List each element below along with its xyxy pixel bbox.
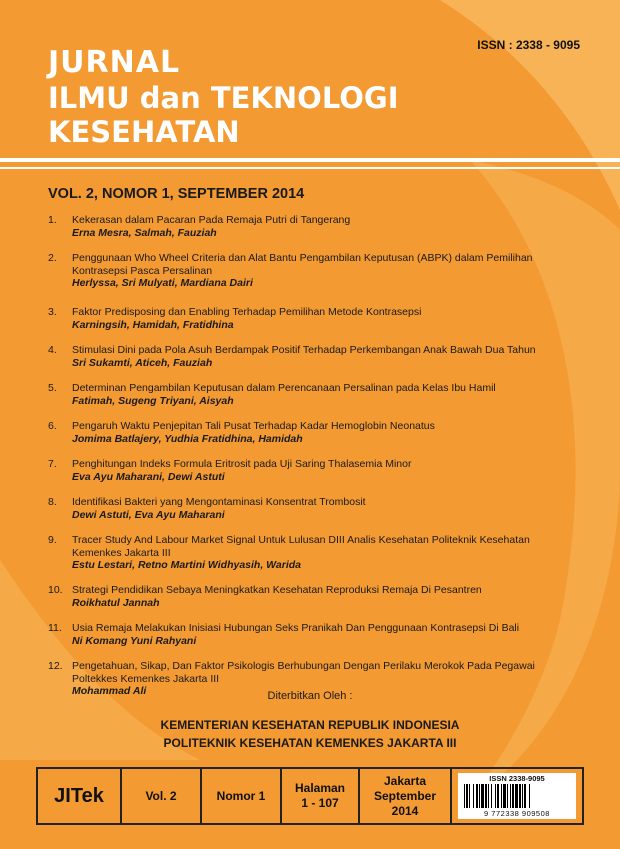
article-item xyxy=(48,344,578,382)
article-number: 6. xyxy=(48,420,57,432)
article-number: 4. xyxy=(48,344,57,356)
article-authors: Roikhatul Jannah xyxy=(72,596,160,609)
article-number: 2. xyxy=(48,252,57,264)
article-item xyxy=(48,622,578,660)
article-item xyxy=(48,534,578,584)
article-authors: Ni Komang Yuni Rahyani xyxy=(72,634,197,647)
barcode-bar xyxy=(479,784,480,808)
article-item xyxy=(48,584,578,622)
barcode-bars xyxy=(464,784,570,808)
article-item xyxy=(48,382,578,420)
article-number: 10. xyxy=(48,584,63,596)
footer-place-date xyxy=(360,769,452,823)
issn-label: ISSN : 2338 - 9095 xyxy=(477,38,580,52)
publisher-polytechnic: POLITEKNIK KESEHATAN KEMENKES JAKARTA III xyxy=(163,736,457,750)
article-authors: Fatimah, Sugeng Triyani, Aisyah xyxy=(72,394,234,407)
barcode-bar xyxy=(515,784,518,808)
journal-title-line3: KESEHATAN xyxy=(48,115,240,149)
barcode-bar xyxy=(476,784,478,808)
publisher-ministry: KEMENTERIAN KESEHATAN REPUBLIK INDONESIA xyxy=(160,718,460,732)
footer-month: September xyxy=(373,788,437,803)
article-title: Pengetahuan, Sikap, Dan Faktor Psikologis Berhubungan Dengan Perilaku Merokok Pada Pegawai Poltekkes Kemenkes Jakarta III xyxy=(72,660,535,685)
journal-title-line1: JURNAL xyxy=(48,45,181,80)
article-title: Faktor Predisposing dan Enabling Terhadap Pemilihan Metode Kontrasepsi xyxy=(72,306,422,318)
article-title: Strategi Pendidikan Sebaya Meningkatkan Kesehatan Reproduksi Remaja Di Pesantren xyxy=(72,584,482,596)
barcode xyxy=(458,773,576,819)
article-number: 5. xyxy=(48,382,57,394)
article-item xyxy=(48,306,578,344)
footer-year: 2014 xyxy=(391,803,419,818)
journal-abbrev: JITek xyxy=(38,769,122,823)
barcode-issn: ISSN 2338-9095 xyxy=(489,774,545,783)
article-number: 12. xyxy=(48,660,63,672)
article-authors: Erna Mesra, Salmah, Fauziah xyxy=(72,226,217,239)
footer-info-table xyxy=(36,767,584,825)
barcode-bar xyxy=(510,784,511,808)
barcode-bar xyxy=(497,784,499,808)
volume-line: VOL. 2, NOMOR 1, SEPTEMBER 2014 xyxy=(48,186,305,202)
pages-label: Halaman xyxy=(294,781,346,795)
article-authors: Sri Sukamti, Aticeh, Fauziah xyxy=(72,356,213,369)
barcode-number: 9 772338 909508 xyxy=(484,809,550,818)
article-number: 8. xyxy=(48,496,57,508)
article-number: 11. xyxy=(48,622,62,634)
article-title: Identifikasi Bakteri yang Mengontaminasi Konsentrat Trombosit xyxy=(72,496,366,508)
article-authors: Eva Ayu Maharani, Dewi Astuti xyxy=(72,470,225,483)
barcode-bar xyxy=(519,784,521,808)
footer-pages xyxy=(282,769,360,823)
journal-title-line2: ILMU dan TEKNOLOGI xyxy=(48,81,399,115)
barcode-bar xyxy=(488,784,489,808)
article-item xyxy=(48,214,578,252)
article-title: Usia Remaja Melakukan Inisiasi Hubungan Seks Pranikah Dan Penggunaan Kontrasepsi Di Bali xyxy=(72,622,520,634)
footer-city: Jakarta xyxy=(383,773,427,788)
article-number: 7. xyxy=(48,458,57,470)
barcode-bar xyxy=(491,784,492,808)
article-number: 9. xyxy=(48,534,57,546)
barcode-bar xyxy=(503,784,506,808)
article-number: 1. xyxy=(48,214,57,226)
barcode-bar xyxy=(512,784,514,808)
barcode-bar xyxy=(507,784,508,808)
barcode-bar xyxy=(495,784,496,808)
barcode-bar xyxy=(469,784,470,808)
article-authors: Jomima Batlajery, Yudhia Fratidhina, Hamidah xyxy=(72,432,303,445)
published-by-label: Diterbitkan Oleh : xyxy=(267,690,353,702)
footer-volume: Vol. 2 xyxy=(122,769,202,823)
barcode-bar xyxy=(473,784,474,808)
barcode-bar xyxy=(485,784,487,808)
white-stripe-2 xyxy=(0,167,620,169)
article-authors: Mohammad Ali xyxy=(72,685,147,697)
article-title: Stimulasi Dini pada Pola Asuh Berdampak Positif Terhadap Perkembangan Anak Bawah Dua Tahun xyxy=(72,344,536,356)
article-title: Kekerasan dalam Pacaran Pada Remaja Putri di Tangerang xyxy=(72,214,351,226)
article-title: Penghitungan Indeks Formula Eritrosit pada Uji Saring Thalasemia Minor xyxy=(72,458,412,470)
article-item xyxy=(48,420,578,458)
article-title: Determinan Pengambilan Keputusan dalam Perencanaan Persalinan pada Kelas Ibu Hamil xyxy=(72,382,496,394)
article-authors: Dewi Astuti, Eva Ayu Maharani xyxy=(72,508,225,521)
article-title: Penggunaan Who Wheel Criteria dan Alat Bantu Pengambilan Keputusan (ABPK) dalam Pemilihan Kontrasepsi Pasca Persalinan xyxy=(72,252,533,277)
article-title: Pengaruh Waktu Penjepitan Tali Pusat Terhadap Kadar Hemoglobin Neonatus xyxy=(72,420,435,432)
barcode-bar xyxy=(501,784,502,808)
barcode-bar xyxy=(481,784,484,808)
barcode-cell xyxy=(452,769,582,823)
white-stripe-1 xyxy=(0,158,620,162)
article-title: Tracer Study And Labour Market Signal Untuk Lulusan DIII Analis Kesehatan Politeknik Kesehatan Kemenkes Jakarta III xyxy=(72,534,530,559)
barcode-bar xyxy=(522,784,523,808)
pages-range: 1 - 107 xyxy=(301,796,339,810)
barcode-bar xyxy=(466,784,468,808)
footer-nomor: Nomor 1 xyxy=(202,769,282,823)
barcode-bar xyxy=(524,784,526,808)
barcode-bar xyxy=(529,784,530,808)
barcode-bar xyxy=(464,784,465,808)
article-authors: Karningsih, Hamidah, Fratidhina xyxy=(72,318,234,331)
article-item xyxy=(48,458,578,496)
article-list xyxy=(48,214,578,698)
article-item xyxy=(48,496,578,534)
article-item xyxy=(48,252,578,306)
article-number: 3. xyxy=(48,306,57,318)
article-authors: Herlyssa, Sri Mulyati, Mardiana Dairi xyxy=(72,277,253,289)
article-authors: Estu Lestari, Retno Martini Widhyasih, Warida xyxy=(72,559,302,571)
